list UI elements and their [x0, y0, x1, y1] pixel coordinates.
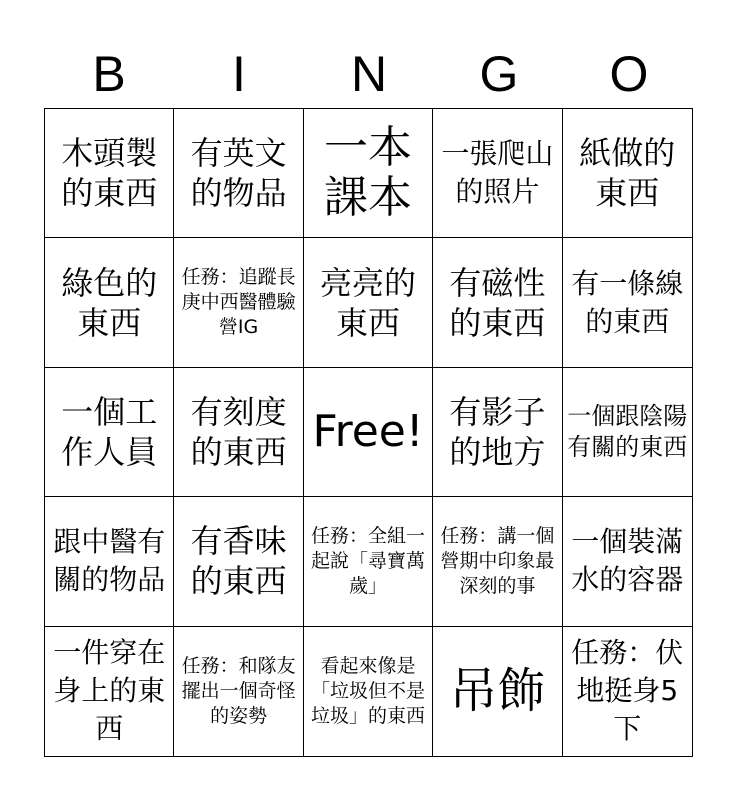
bingo-cell[interactable]: [45, 627, 174, 756]
free-space-text: Free!: [312, 405, 424, 457]
cell-text: 一件穿在身上的東西: [53, 636, 166, 746]
cell-text: 看起來像是「垃圾但不是垃圾」的東西: [310, 654, 425, 727]
bingo-cell[interactable]: [174, 368, 303, 497]
bingo-cell[interactable]: [563, 627, 692, 756]
cell-text: 木頭製的東西: [61, 134, 158, 213]
cell-text: 有一條線的東西: [571, 266, 684, 338]
bingo-cell[interactable]: [45, 368, 174, 497]
bingo-cell[interactable]: [304, 238, 433, 367]
cell-text: 吊飾: [449, 663, 546, 720]
bingo-cell[interactable]: [563, 497, 692, 626]
header-letter-b: B: [92, 46, 126, 102]
bingo-board: [44, 108, 693, 757]
cell-text: 跟中醫有關的物品: [53, 525, 166, 597]
bingo-cell[interactable]: [174, 238, 303, 367]
bingo-cell[interactable]: [304, 497, 433, 626]
bingo-cell[interactable]: [563, 368, 692, 497]
header-letter-n: N: [350, 46, 388, 102]
cell-text: 有刻度的東西: [190, 392, 287, 471]
cell-text: 有英文的物品: [190, 134, 287, 213]
bingo-cell[interactable]: [433, 109, 562, 238]
bingo-cell[interactable]: [45, 497, 174, 626]
header-letter-g: G: [479, 46, 519, 102]
header-letter-o: O: [609, 46, 649, 102]
bingo-cell[interactable]: [45, 109, 174, 238]
cell-text: 一本課本: [323, 122, 412, 224]
cell-text: 任務：追蹤長庚中西醫體驗營IG: [181, 266, 296, 339]
header-letter-i: I: [232, 46, 246, 102]
cell-text: 綠色的東西: [61, 263, 158, 342]
cell-text: 任務：全組一起說「尋寶萬歲」: [310, 524, 425, 597]
cell-text: 一個裝滿水的容器: [571, 525, 684, 597]
bingo-cell[interactable]: [304, 109, 433, 238]
bingo-cell[interactable]: [45, 238, 174, 367]
bingo-cell[interactable]: [433, 497, 562, 626]
bingo-cell[interactable]: [563, 109, 692, 238]
bingo-cell[interactable]: [433, 627, 562, 756]
cell-text: 亮亮的東西: [319, 263, 416, 342]
cell-text: 一個跟陰陽有關的東西: [567, 401, 688, 461]
cell-text: 任務：講一個營期中印象最深刻的事: [440, 524, 555, 597]
cell-text: 紙做的東西: [579, 134, 676, 213]
bingo-cell[interactable]: [563, 238, 692, 367]
cell-text: 一個工作人員: [61, 392, 158, 471]
cell-text: 一張爬山的照片: [441, 137, 554, 209]
bingo-cell[interactable]: [304, 627, 433, 756]
cell-text: 有香味的東西: [190, 522, 287, 601]
cell-text: 有磁性的東西: [449, 263, 546, 342]
bingo-cell[interactable]: [174, 627, 303, 756]
cell-text: 有影子的地方: [449, 392, 546, 471]
bingo-header: [44, 44, 693, 104]
bingo-cell[interactable]: [174, 109, 303, 238]
free-space-cell[interactable]: [304, 368, 433, 497]
cell-text: 任務：伏地挺身5下: [571, 636, 684, 746]
bingo-cell[interactable]: [433, 238, 562, 367]
cell-text: 任務：和隊友擺出一個奇怪的姿勢: [181, 654, 296, 727]
bingo-cell[interactable]: [174, 497, 303, 626]
bingo-cell[interactable]: [433, 368, 562, 497]
